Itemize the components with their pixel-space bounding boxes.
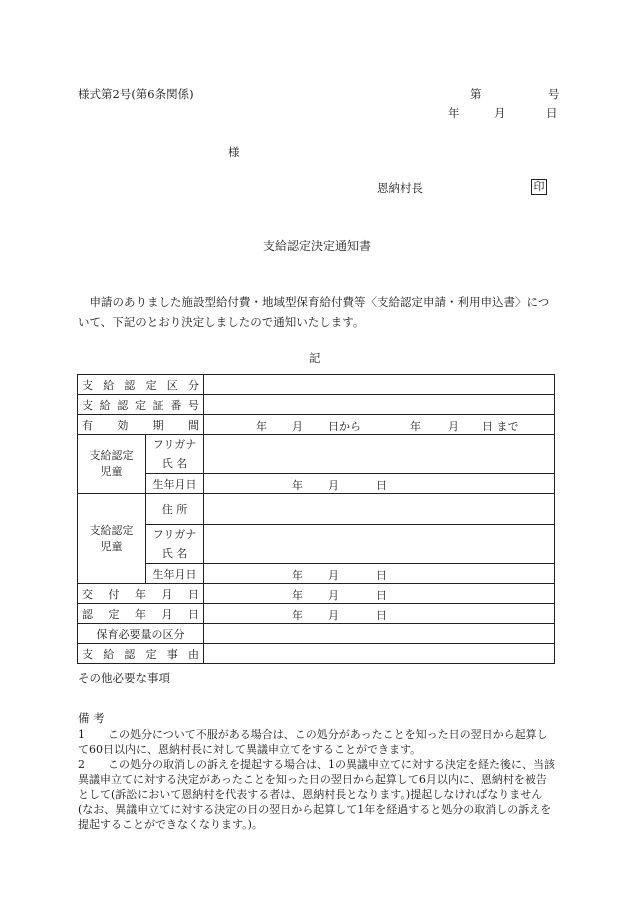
date-year: 年 [448,106,460,120]
value-birth1 [204,474,555,494]
nintei-day: 日 [376,609,387,622]
birth2-month: 月 [328,569,339,582]
date-month: 月 [494,106,506,120]
label-furigana-name-2 [146,525,204,564]
table-row [78,564,555,584]
value-child2-name [204,525,555,564]
birth1-year: 年 [292,479,303,492]
kofu-year: 年 [292,589,303,602]
value-birth2 [204,564,555,584]
label-kubun: 支給認定区分 [78,375,204,395]
document-number [470,86,560,102]
remarks-heading: 備 考 [78,711,105,725]
remark-text: この処分の取消しの訴えを提起する場合は、1の異議申立てに対する決定を経た後に、当該異議申立てに対する決定があったことを知った日の翌日から起算して6月以内に、恩納村を被告として(訴訟において恩納村を代表する者は、恩納村長となります。)提起しなければなりません(なお、異議申立てに対する決定の日の翌日から起算して1年を経過すると処分の取消しの訴えを提起することができなくなります。)。 [78,758,555,831]
label-nintei: 認定年月日 [78,604,204,624]
label-address: 住 所 [146,494,204,525]
remark-item [78,757,556,832]
table-row [78,375,555,395]
birth2-year: 年 [292,569,303,582]
label-birth1: 生年月日 [146,474,204,494]
shimei-label: 氏 名 [161,457,188,470]
child1-line2: 児童 [100,465,123,478]
ki-heading: 記 [309,351,321,365]
furigana2-label: フリガナ [152,528,197,541]
child2-line1: 支給認定 [89,523,134,537]
decision-table [77,374,555,664]
label-yuukou: 有効期間 [78,415,204,435]
number-suffix: 号 [548,87,560,101]
shimei2-label: 氏 名 [161,547,188,560]
child2-line2: 児童 [100,539,123,553]
label-child2 [78,494,146,584]
value-address [204,494,555,525]
issue-date [448,105,558,119]
from-year: 年 [256,420,267,433]
label-birth2: 生年月日 [146,564,204,584]
furigana-label: フリガナ [152,438,197,451]
table-row [78,474,555,494]
form-label: 様式第2号(第6条関係) [78,87,194,101]
value-jiyuu [204,644,555,664]
kofu-day: 日 [376,589,387,602]
label-furigana-name [146,435,204,474]
value-yuukou [204,415,555,435]
birth1-day: 日 [376,479,387,492]
child1-line1: 支給認定 [89,449,134,462]
table-row [78,525,555,564]
label-hoiku: 保育必要量の区分 [78,624,204,644]
remark-number: 1 [78,728,85,741]
nintei-month: 月 [328,609,339,622]
kofu-month: 月 [328,589,339,602]
document-title: 支給認定決定通知書 [263,239,372,253]
nintei-year: 年 [292,609,303,622]
other-matters: その他必要な事項 [78,671,170,685]
value-shoubangou [204,395,555,415]
value-hoiku [204,624,555,644]
label-jiyuu: 支給認定事由 [78,644,204,664]
value-nintei [204,604,555,624]
label-child1 [78,435,146,494]
table-row [78,415,555,435]
value-kofu [204,584,555,604]
table-row [78,604,555,624]
to-year: 年 [410,420,421,433]
sender-name: 恩納村長 [377,181,423,195]
label-shoubangou: 支給認定証番号 [78,395,204,415]
to-month: 月 [448,420,459,433]
number-prefix: 第 [470,87,482,101]
recipient-suffix: 様 [228,145,240,159]
table-row [78,644,555,664]
table-row [78,624,555,644]
table-row [78,395,555,415]
from-day: 日から [328,420,361,433]
seal-mark: 印 [531,179,547,195]
to-day: 日 まで [482,420,519,433]
value-child1-name [204,435,555,474]
remark-item [78,727,556,757]
date-day: 日 [546,106,558,120]
label-kofu: 交付年月日 [78,584,204,604]
from-month: 月 [292,420,303,433]
remark-text: この処分について不服がある場合は、この処分があったことを知った日の翌日から起算して60日以内に、恩納村長に対して異議申立てをすることができます。 [78,728,548,756]
remarks-list [78,727,556,832]
remark-number: 2 [78,758,85,771]
body-paragraph: 申請のありました施設型給付費・地域型保育給付費等〈支給認定申請・利用申込書〉について、下記のとおり決定しましたので通知いたします。 [78,295,550,329]
birth2-day: 日 [376,569,387,582]
table-row [78,584,555,604]
birth1-month: 月 [328,479,339,492]
value-kubun [204,375,555,395]
table-row [78,494,555,525]
table-row [78,435,555,474]
